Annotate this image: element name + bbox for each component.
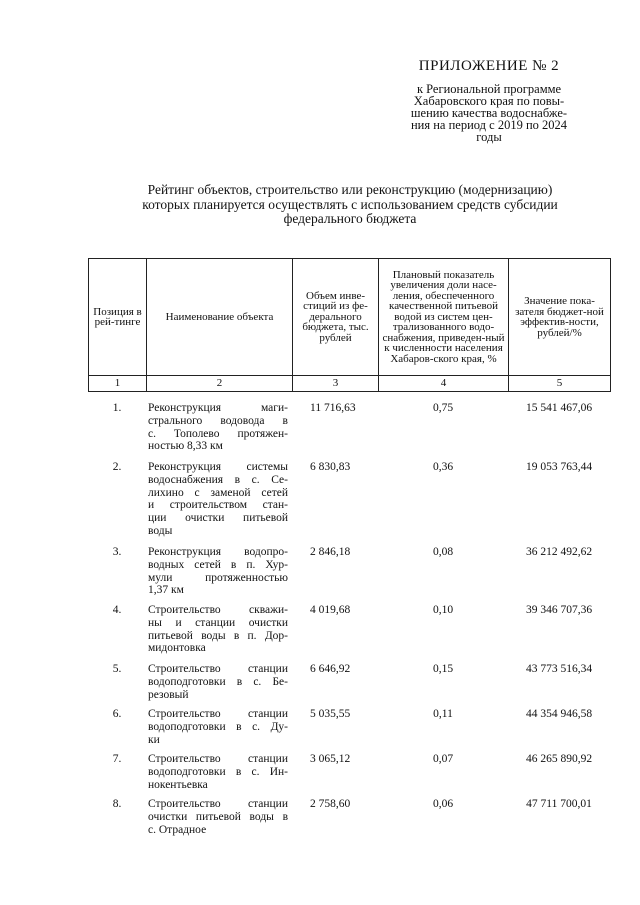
row-position: 8. [112, 798, 122, 810]
column-number-row [89, 376, 611, 392]
column-number: 4 [379, 376, 509, 392]
row-investment-volume: 5 035,55 [310, 708, 351, 720]
appendix-block [374, 58, 604, 143]
row-position: 6. [112, 708, 122, 720]
object-name-line: водных сетей в п. Хур- [148, 558, 288, 571]
column-number: 3 [293, 376, 379, 392]
header-plan: Плановый показатель увеличения доли насе-ления, обеспеченного качественной питьевой водой из систем цен-трализованного водо-снабжения, приведен-ный к численности населения Хабаров-ского края, % [379, 259, 509, 376]
row-investment-volume: 2 758,60 [310, 798, 351, 810]
object-name-line: воды [148, 524, 173, 537]
row-object-name [148, 461, 288, 538]
row-object-name [148, 753, 288, 791]
row-budget-efficiency: 36 212 492,62 [525, 546, 593, 558]
appendix-line: к Региональной программе [416, 82, 562, 96]
object-name-line: мидонтовка [148, 642, 206, 655]
object-name-line: мули протяженностью [148, 571, 288, 584]
appendix-line: ния на период с 2019 по 2024 [410, 118, 568, 132]
object-name-line: водоснабжения в с. Се- [148, 473, 288, 486]
table-row [88, 396, 610, 455]
table-row [88, 540, 610, 598]
object-name-line: ны и станции очистки [148, 616, 288, 629]
header-name: Наименование объекта [147, 259, 293, 376]
row-plan-indicator: 0,11 [433, 708, 453, 720]
object-name-line: Реконструкция водопро- [148, 546, 288, 558]
object-name-line: водоподготовки в с. Ин- [148, 765, 288, 778]
row-object-name [148, 663, 288, 701]
row-budget-efficiency: 47 711 700,01 [526, 798, 592, 810]
document-title [60, 183, 640, 227]
header-row [89, 259, 611, 376]
row-budget-efficiency: 15 541 467,06 [525, 402, 593, 414]
row-position: 4. [112, 604, 122, 616]
object-name-line: Реконструкция маги- [148, 402, 288, 414]
object-name-line: Строительство станции [148, 708, 288, 720]
row-budget-efficiency: 43 773 516,34 [525, 663, 593, 675]
appendix-subtitle [374, 83, 604, 143]
row-object-name [148, 604, 288, 655]
rating-table-header [88, 258, 611, 392]
row-plan-indicator: 0,10 [432, 604, 454, 616]
title-line: федерального бюджета [283, 211, 417, 226]
row-budget-efficiency: 39 346 707,36 [525, 604, 593, 616]
object-name-line: Реконструкция системы [148, 461, 288, 473]
object-name-line: стрального водовода в [148, 414, 288, 427]
object-name-line: Строительство станции [148, 663, 288, 675]
object-name-line: резовый [148, 688, 189, 701]
header-volume: Объем инве-стиций из фе-дерального бюджета, тыс. рублей [293, 259, 379, 376]
appendix-line: шению качества водоснабже- [410, 106, 568, 120]
object-name-line: питьевой воды в п. Дор- [148, 629, 288, 642]
object-name-line: ки [148, 733, 160, 746]
column-number: 1 [89, 376, 147, 392]
row-object-name [148, 402, 288, 453]
appendix-line: Хабаровского края по повы- [413, 94, 565, 108]
row-investment-volume: 2 846,18 [310, 546, 351, 558]
title-line: Рейтинг объектов, строительство или реконструкцию (модернизацию) [147, 182, 553, 197]
row-budget-efficiency: 44 354 946,58 [525, 708, 593, 720]
table-row [88, 702, 610, 747]
row-object-name [148, 546, 288, 597]
table-row [88, 747, 610, 792]
object-name-line: очистки питьевой воды в [148, 810, 288, 823]
column-number: 5 [509, 376, 611, 392]
table-row [88, 657, 610, 702]
table-row [88, 455, 610, 540]
row-object-name [148, 708, 288, 746]
row-position: 3. [112, 546, 122, 558]
object-name-line: нокентьевка [148, 778, 208, 791]
object-name-line: водоподготовки в с. Бе- [148, 675, 288, 688]
title-line: которых планируется осуществлять с использованием средств субсидии [142, 196, 558, 212]
row-position: 5. [112, 663, 122, 675]
appendix-title: ПРИЛОЖЕНИЕ № 2 [418, 58, 560, 74]
row-position: 7. [112, 753, 122, 765]
object-name-line: Строительство скважи- [148, 604, 288, 616]
row-object-name [148, 798, 288, 836]
row-plan-indicator: 0,08 [432, 546, 454, 558]
row-plan-indicator: 0,15 [432, 663, 454, 675]
row-plan-indicator: 0,36 [432, 461, 454, 473]
object-name-line: Строительство станции [148, 753, 288, 765]
object-name-line: лихино с заменой сетей [148, 486, 288, 499]
row-investment-volume: 3 065,12 [310, 753, 351, 765]
appendix-line: годы [476, 130, 502, 144]
object-name-line: ностью 8,33 км [148, 440, 223, 453]
object-name-line: водоподготовки в с. Ду- [148, 720, 288, 733]
row-investment-volume: 6 830,83 [310, 461, 351, 473]
row-investment-volume: 11 716,63 [310, 402, 356, 414]
object-name-line: Строительство станции [148, 798, 288, 810]
table-row [88, 792, 610, 837]
object-name-line: и строительством стан- [148, 499, 288, 512]
column-number: 2 [147, 376, 293, 392]
row-position: 2. [112, 461, 122, 473]
row-budget-efficiency: 46 265 890,92 [525, 753, 593, 765]
object-name-line: 1,37 км [148, 584, 184, 597]
object-name-line: с. Тополево протяжен- [148, 427, 288, 440]
header-position: Позиция в рей-тинге [89, 259, 147, 376]
row-budget-efficiency: 19 053 763,44 [525, 461, 593, 473]
object-name-line: ции очистки питьевой [148, 512, 288, 525]
row-position: 1. [112, 402, 122, 414]
row-plan-indicator: 0,07 [432, 753, 454, 765]
header-efficiency: Значение пока-зателя бюджет-ной эффектив-ности, рублей/% [509, 259, 611, 376]
row-plan-indicator: 0,75 [432, 402, 454, 414]
row-plan-indicator: 0,06 [432, 798, 454, 810]
object-name-line: с. Отрадное [148, 823, 207, 836]
table-row [88, 598, 610, 657]
row-investment-volume: 6 646,92 [310, 663, 351, 675]
row-investment-volume: 4 019,68 [310, 604, 351, 616]
